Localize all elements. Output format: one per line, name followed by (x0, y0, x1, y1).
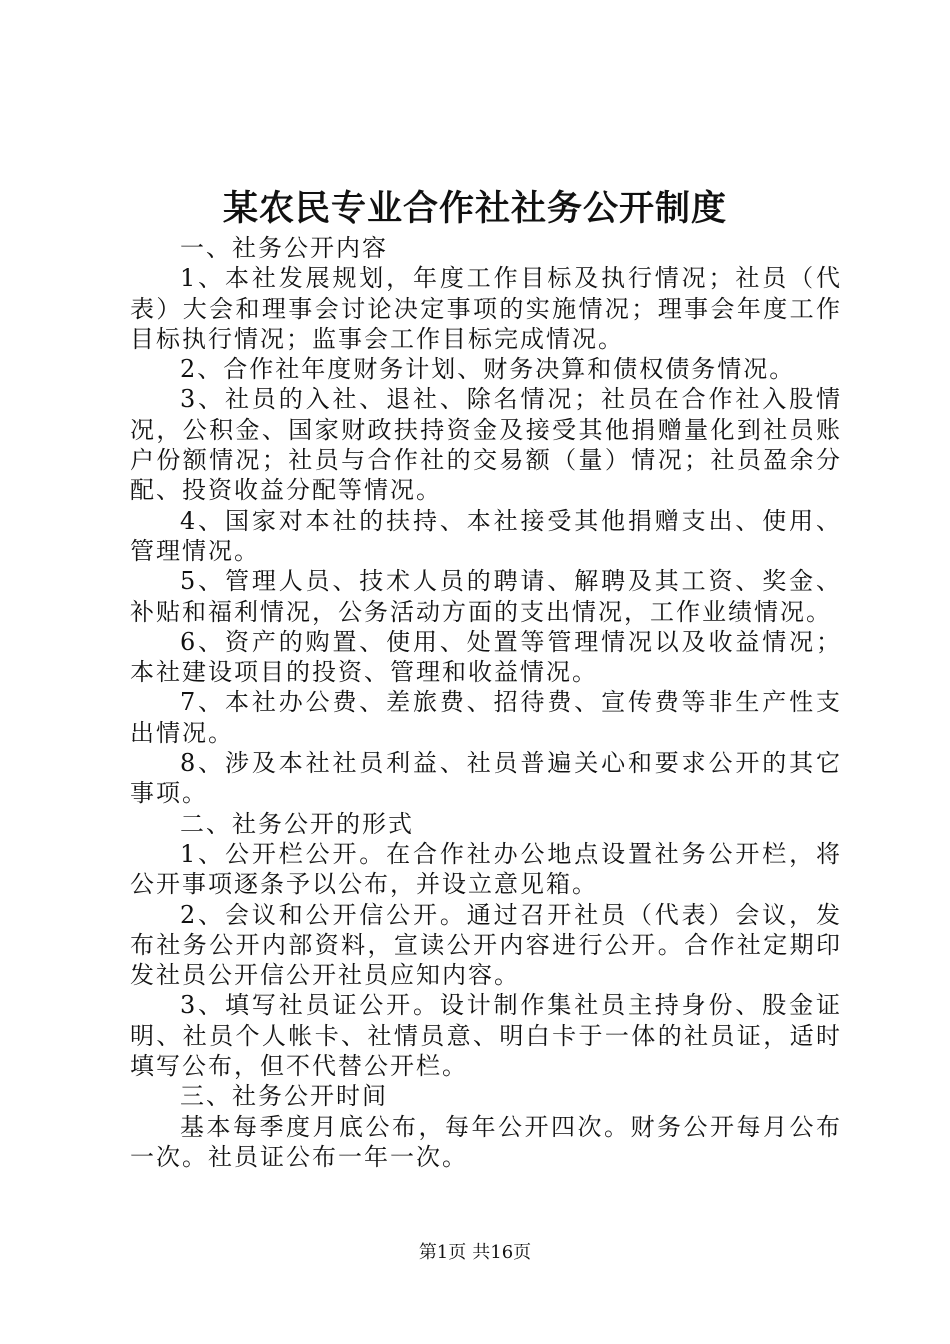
page-total: 共16页 (472, 1242, 532, 1263)
paragraph-item-1: 1、本社发展规划，年度工作目标及执行情况；社员（代表）大会和理事会讨论决定事项的实施情况；理事会年度工作目标执行情况；监事会工作目标完成情况。 (130, 264, 842, 353)
paragraph-item-4: 4、国家对本社的扶持、本社接受其他捐赠支出、使用、管理情况。 (130, 506, 842, 565)
paragraph-form-3: 3、填写社员证公开。设计制作集社员主持身份、股金证明、社员个人帐卡、社情员意、明白卡于一体的社员证，适时填写公布，但不代替公开栏。 (130, 991, 842, 1081)
paragraph-form-2: 2、会议和公开信公开。通过召开社员（代表）会议，发布社务公开内部资料，宣读公开内容进行公开。合作社定期印发社员公开信公开社员应知内容。 (130, 900, 842, 990)
paragraph-item-7: 7、本社办公费、差旅费、招待费、宣传费等非生产性支出情况。 (130, 688, 842, 747)
paragraph-form-1: 1、公开栏公开。在合作社办公地点设置社务公开栏，将公开事项逐条予以公布，并设立意见箱。 (130, 839, 842, 899)
paragraph-item-3: 3、社员的入社、退社、除名情况；社员在合作社入股情况，公积金、国家财政扶持资金及接受其他捐赠量化到社员账户份额情况；社员与合作社的交易额（量）情况；社员盈余分配、投资收益分配等情况。 (130, 385, 842, 505)
page-number: 第1页 (418, 1242, 467, 1263)
paragraph-item-5: 5、管理人员、技术人员的聘请、解聘及其工资、奖金、补贴和福利情况，公务活动方面的支出情况，工作业绩情况。 (130, 567, 842, 626)
paragraph-time: 基本每季度月底公布，每年公开四次。财务公开每月公布一次。社员证公布一年一次。 (130, 1112, 842, 1171)
section-heading-content: 一、社务公开内容 (180, 234, 388, 262)
document-body (130, 233, 842, 1172)
paragraph-item-6: 6、资产的购置、使用、处置等管理情况以及收益情况；本社建设项目的投资、管理和收益情况。 (130, 627, 842, 687)
page-footer (0, 1241, 950, 1265)
paragraph-item-8: 8、涉及本社社员利益、社员普遍关心和要求公开的其它事项。 (130, 749, 842, 808)
page-title: 某农民专业合作社社务公开制度 (222, 188, 727, 229)
section-heading-time: 三、社务公开时间 (180, 1082, 388, 1111)
section-heading-forms: 二、社务公开的形式 (180, 809, 414, 838)
paragraph-item-2: 2、合作社年度财务计划、财务决算和债权债务情况。 (180, 355, 796, 384)
